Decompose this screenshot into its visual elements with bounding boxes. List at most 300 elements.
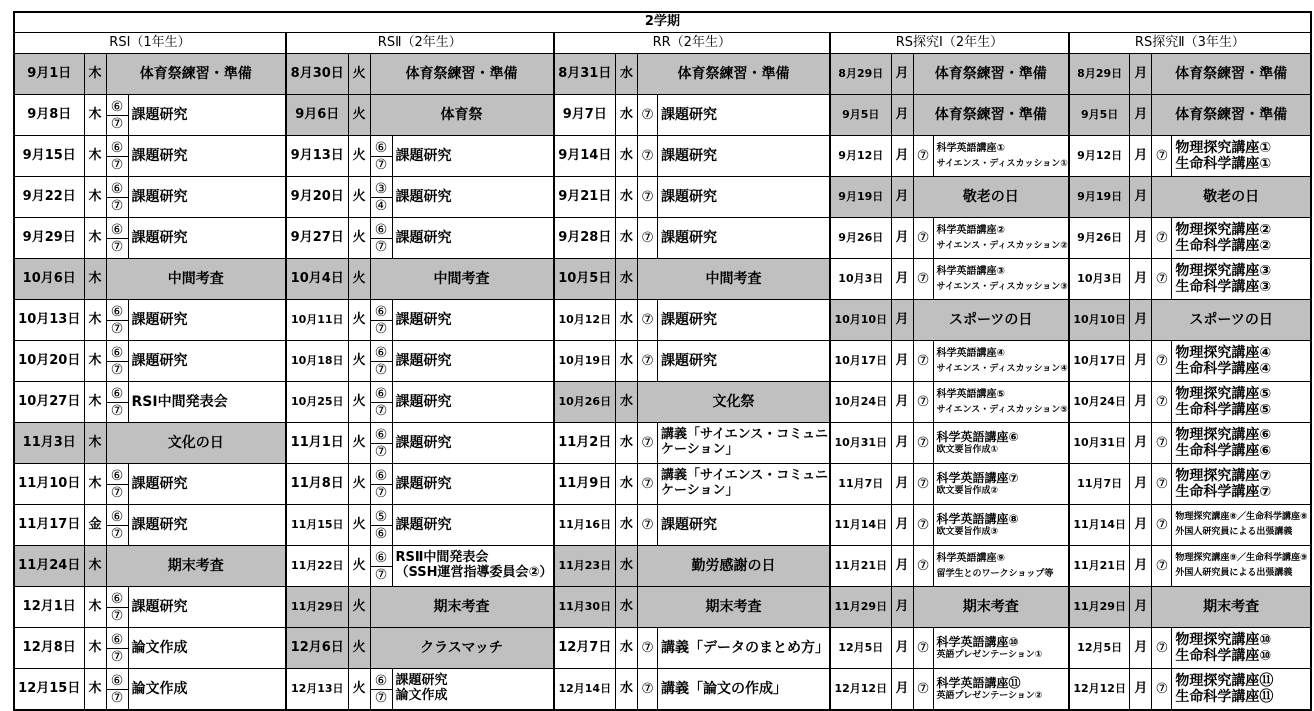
rs-tankyu2-period-cell [1152, 341, 1172, 382]
rs-tankyu2-period-cell [1152, 136, 1172, 177]
rs1-subject-cell: 課題研究 [128, 464, 286, 505]
rs2-weekday-cell: 火 [348, 54, 370, 95]
subject-line: ケーション」 [661, 442, 739, 457]
rs-tankyu1-date-cell: 10月3日 [830, 259, 891, 300]
subject-line: 科学英語講座⑪ [936, 675, 1021, 690]
subject-line: 科学英語講座④ [936, 347, 1005, 359]
rs-tankyu2-weekday-cell: 月 [1130, 300, 1152, 341]
rs-tankyu2-event-cell: 体育祭練習・準備 [1152, 95, 1311, 136]
rr-period-cell [638, 341, 658, 382]
rs-tankyu1-period-cell [913, 259, 933, 300]
rs1-weekday-cell: 木 [84, 423, 106, 464]
rs2-period-cell [370, 382, 392, 423]
period-number: ⑦ [110, 320, 124, 337]
rr-weekday-cell: 水 [616, 177, 638, 218]
schedule-row [14, 54, 1311, 95]
period-number: ⑥ [371, 674, 392, 690]
rs2-period-cell [370, 300, 392, 341]
rs2-weekday-cell: 火 [348, 505, 370, 546]
rs-tankyu2-period-cell [1152, 382, 1172, 423]
rs-tankyu2-weekday-cell: 月 [1130, 136, 1152, 177]
period-number: ⑥ [107, 633, 128, 649]
rs1-subject-cell: 課題研究 [128, 177, 286, 218]
period-number: ⑦ [641, 517, 654, 533]
rs2-event-cell: 体育祭練習・準備 [370, 54, 554, 95]
rs2-event-cell: 中間考査 [370, 259, 554, 300]
rs-tankyu2-date-cell: 10月17日 [1069, 341, 1130, 382]
rs-tankyu2-weekday-cell: 月 [1130, 218, 1152, 259]
period-number: ⑦ [641, 312, 654, 328]
rs-tankyu2-period-cell [1152, 259, 1172, 300]
rr-period-cell [638, 177, 658, 218]
subject-line: 物理探究講座⑤ [1175, 385, 1272, 402]
rs-tankyu2-subject-cell [1172, 464, 1311, 505]
rs-tankyu2-period-cell [1152, 546, 1172, 587]
rs2-date-cell: 10月25日 [286, 382, 348, 423]
period-number: ⑦ [916, 353, 930, 369]
rs-tankyu1-subject-cell [933, 505, 1069, 546]
period-number: ⑥ [107, 141, 128, 157]
schedule-row [14, 587, 1311, 628]
rs-tankyu2-event-cell: 期末考査 [1152, 587, 1311, 628]
subject-line: サイエンス・ディスカッション② [936, 240, 1068, 251]
rr-weekday-cell: 水 [616, 628, 638, 669]
rs1-event-cell: 中間考査 [106, 259, 286, 300]
period-number: ⑦ [916, 681, 930, 697]
rs-tankyu1-date-cell: 9月26日 [830, 218, 891, 259]
rs2-period-cell [370, 218, 392, 259]
rr-weekday-cell: 水 [616, 54, 638, 95]
rs-tankyu1-event-cell: 期末考査 [913, 587, 1069, 628]
subject-line: 科学英語講座⑤ [936, 388, 1005, 400]
subject-line: 物理探究講座② [1175, 221, 1272, 238]
rs-tankyu1-weekday-cell: 月 [891, 95, 913, 136]
schedule-row [14, 177, 1311, 218]
period-number: ⑦ [641, 148, 654, 164]
rr-weekday-cell: 水 [616, 218, 638, 259]
rs1-period-cell [106, 341, 128, 382]
rr-subject-cell [658, 464, 831, 505]
subject-line: 科学英語講座⑨ [936, 552, 1005, 564]
subject-line: 留学生とのワークショップ等 [936, 568, 1054, 579]
schedule-sheet [13, 11, 1312, 711]
rs-tankyu2-weekday-cell: 月 [1130, 587, 1152, 628]
subject-line: 物理探究講座① [1175, 139, 1272, 156]
rs-tankyu1-weekday-cell: 月 [891, 218, 913, 259]
period-number: ⑦ [374, 689, 388, 706]
period-number: ⑦ [916, 476, 930, 492]
rs-tankyu1-weekday-cell: 月 [891, 136, 913, 177]
rr-weekday-cell: 水 [616, 423, 638, 464]
subject-line: 科学英語講座② [936, 224, 1005, 236]
rs2-event-cell: 期末考査 [370, 587, 554, 628]
schedule-row [14, 628, 1311, 669]
period-number: ⑦ [374, 443, 388, 460]
rs1-date-cell: 10月6日 [14, 259, 84, 300]
rr-event-cell: 体育祭練習・準備 [638, 54, 831, 95]
subject-line: 物理探究講座⑪ [1175, 672, 1274, 689]
subject-line: 生命科学講座② [1175, 238, 1272, 254]
rr-subject-cell: 課題研究 [658, 95, 831, 136]
subject-line: 欧文要旨作成③ [936, 526, 999, 537]
period-number: ⑥ [107, 592, 128, 608]
rs1-date-cell: 11月24日 [14, 546, 84, 587]
rr-date-cell: 9月28日 [554, 218, 616, 259]
rs2-period-cell [370, 505, 392, 546]
rs-tankyu2-weekday-cell: 月 [1130, 95, 1152, 136]
rs-tankyu2-date-cell: 9月12日 [1069, 136, 1130, 177]
period-number: ⑦ [916, 435, 930, 451]
rs1-weekday-cell: 木 [84, 259, 106, 300]
period-number: ⑥ [107, 182, 128, 198]
rs1-period-cell [106, 628, 128, 669]
rs-tankyu1-period-cell [913, 628, 933, 669]
rs-tankyu2-date-cell: 9月5日 [1069, 95, 1130, 136]
rs-tankyu1-period-cell [913, 341, 933, 382]
rr-event-cell: 文化祭 [638, 382, 831, 423]
rs-tankyu2-date-cell: 11月7日 [1069, 464, 1130, 505]
subject-line: 英語プレゼンテーション① [936, 649, 1043, 660]
rs2-weekday-cell: 火 [348, 95, 370, 136]
rs-tankyu2-weekday-cell: 月 [1130, 464, 1152, 505]
schedule-row [14, 341, 1311, 382]
rs-tankyu1-date-cell: 11月29日 [830, 587, 891, 628]
rs1-subject-cell: 課題研究 [128, 505, 286, 546]
rs-tankyu2-weekday-cell: 月 [1130, 259, 1152, 300]
rs2-date-cell: 8月30日 [286, 54, 348, 95]
period-number: ⑥ [107, 469, 128, 485]
period-number: ⑦ [641, 107, 654, 123]
rs-tankyu2-weekday-cell: 月 [1130, 505, 1152, 546]
rs-tankyu2-event-cell: スポーツの日 [1152, 300, 1311, 341]
subject-line: （SSH運営指導委員会②） [395, 565, 553, 580]
rs-tankyu1-date-cell: 10月17日 [830, 341, 891, 382]
rr-date-cell: 11月2日 [554, 423, 616, 464]
period-number: ⑦ [110, 156, 124, 173]
rs1-subject-cell: 論文作成 [128, 669, 286, 711]
rs2-subject-cell [392, 546, 554, 587]
rs-tankyu2-weekday-cell: 月 [1130, 423, 1152, 464]
rs1-date-cell: 11月3日 [14, 423, 84, 464]
rs2-subject-cell: 課題研究 [392, 136, 554, 177]
rr-date-cell: 10月26日 [554, 382, 616, 423]
rs2-date-cell: 9月6日 [286, 95, 348, 136]
subject-line: 生命科学講座③ [1175, 279, 1272, 295]
subject-line: サイエンス・ディスカッション③ [936, 281, 1068, 292]
period-number: ⑥ [107, 305, 128, 321]
schedule-row [14, 382, 1311, 423]
period-number: ⑦ [916, 148, 930, 164]
rs-tankyu2-date-cell: 10月3日 [1069, 259, 1130, 300]
rr-weekday-cell: 水 [616, 300, 638, 341]
rs-tankyu2-weekday-cell: 月 [1130, 546, 1152, 587]
subject-line: 物理探究講座⑦ [1175, 467, 1272, 484]
rs-tankyu2-event-cell: 敬老の日 [1152, 177, 1311, 218]
subject-line: 科学英語講座③ [936, 265, 1005, 277]
rr-date-cell: 8月31日 [554, 54, 616, 95]
rs1-date-cell: 9月15日 [14, 136, 84, 177]
rs-tankyu1-event-cell: 体育祭練習・準備 [913, 54, 1069, 95]
rs1-weekday-cell: 木 [84, 546, 106, 587]
rr-date-cell: 9月14日 [554, 136, 616, 177]
rs-tankyu1-subject-cell [933, 423, 1069, 464]
period-number: ⑦ [374, 566, 388, 583]
period-number: ⑦ [916, 230, 930, 246]
rr-period-cell [638, 505, 658, 546]
rs1-subject-cell: 課題研究 [128, 136, 286, 177]
subject-line: 物理探究講座⑩ [1175, 631, 1272, 648]
period-number: ⑦ [916, 394, 930, 410]
rs1-date-cell: 12月1日 [14, 587, 84, 628]
rr-date-cell: 11月30日 [554, 587, 616, 628]
rr-subject-cell: 講義「論文の作成」 [658, 669, 831, 711]
rr-subject-cell: 課題研究 [658, 341, 831, 382]
subject-line: サイエンス・ディスカッション① [936, 158, 1068, 169]
section-header-rs2: RSⅡ（2年生） [286, 33, 554, 54]
period-number: ⑦ [374, 402, 388, 419]
rr-period-cell [638, 669, 658, 711]
rr-weekday-cell: 水 [616, 546, 638, 587]
rs-tankyu2-date-cell: 11月21日 [1069, 546, 1130, 587]
rs-tankyu1-date-cell: 9月19日 [830, 177, 891, 218]
rs-tankyu1-subject-cell [933, 546, 1069, 587]
rs1-period-cell [106, 218, 128, 259]
rs1-weekday-cell: 木 [84, 341, 106, 382]
period-number: ⑥ [371, 223, 392, 239]
rs1-weekday-cell: 木 [84, 628, 106, 669]
period-number: ⑦ [916, 271, 930, 287]
period-number: ⑦ [1155, 148, 1169, 164]
rs-tankyu1-event-cell: 敬老の日 [913, 177, 1069, 218]
rs2-date-cell: 10月11日 [286, 300, 348, 341]
rs1-date-cell: 9月1日 [14, 54, 84, 95]
period-number: ⑦ [916, 558, 930, 574]
rs-tankyu1-weekday-cell: 月 [891, 423, 913, 464]
subject-line: 課題研究 [395, 673, 448, 689]
rr-weekday-cell: 水 [616, 505, 638, 546]
subject-line: 物理探究講座⑨／生命科学講座⑨ [1175, 552, 1308, 563]
rs1-date-cell: 10月20日 [14, 341, 84, 382]
period-number: ⑥ [374, 525, 388, 542]
period-number: ⑥ [107, 223, 128, 239]
rs-tankyu1-date-cell: 11月21日 [830, 546, 891, 587]
rs-tankyu2-subject-cell [1172, 546, 1311, 587]
rs1-event-cell: 文化の日 [106, 423, 286, 464]
subject-line: 生命科学講座① [1175, 156, 1272, 172]
rs-tankyu2-subject-cell [1172, 382, 1311, 423]
rs-tankyu2-weekday-cell: 月 [1130, 54, 1152, 95]
rs-tankyu1-weekday-cell: 月 [891, 341, 913, 382]
period-number: ④ [374, 197, 388, 214]
period-number: ⑦ [374, 156, 388, 173]
rs2-event-cell: クラスマッチ [370, 628, 554, 669]
schedule-row [14, 300, 1311, 341]
rr-date-cell: 10月19日 [554, 341, 616, 382]
rs2-subject-cell: 課題研究 [392, 341, 554, 382]
section-header-rs-tankyu1: RS探究Ⅰ（2年生） [830, 33, 1069, 54]
rr-weekday-cell: 水 [616, 464, 638, 505]
rs2-period-cell [370, 546, 392, 587]
period-number: ⑤ [371, 510, 392, 526]
rs-tankyu1-subject-cell [933, 669, 1069, 711]
rs-tankyu1-period-cell [913, 464, 933, 505]
rs-tankyu2-date-cell: 12月12日 [1069, 669, 1130, 711]
rr-date-cell: 12月14日 [554, 669, 616, 711]
rs-tankyu2-subject-cell [1172, 218, 1311, 259]
rs1-weekday-cell: 木 [84, 382, 106, 423]
period-number: ⑦ [641, 476, 654, 492]
rs1-weekday-cell: 木 [84, 95, 106, 136]
rs-tankyu1-date-cell: 10月31日 [830, 423, 891, 464]
period-number: ⑦ [641, 681, 654, 697]
rs-tankyu1-weekday-cell: 月 [891, 669, 913, 711]
term-title: 2学期 [14, 12, 1311, 33]
subject-line: 科学英語講座① [936, 142, 1005, 154]
rs2-weekday-cell: 火 [348, 628, 370, 669]
period-number: ⑥ [371, 469, 392, 485]
rr-period-cell [638, 218, 658, 259]
subject-line: 生命科学講座⑪ [1175, 689, 1274, 705]
rs-tankyu1-weekday-cell: 月 [891, 382, 913, 423]
rs-tankyu2-subject-cell [1172, 628, 1311, 669]
rs2-weekday-cell: 火 [348, 218, 370, 259]
rs2-weekday-cell: 火 [348, 423, 370, 464]
rs-tankyu2-period-cell [1152, 464, 1172, 505]
rs-tankyu1-period-cell [913, 382, 933, 423]
rr-date-cell: 10月5日 [554, 259, 616, 300]
rr-subject-cell: 課題研究 [658, 300, 831, 341]
rs2-subject-cell: 課題研究 [392, 464, 554, 505]
rs2-period-cell [370, 669, 392, 711]
schedule-row [14, 218, 1311, 259]
subject-line: 外国人研究員による出張講義 [1175, 527, 1293, 537]
period-number: ⑦ [641, 189, 654, 205]
subject-line: 科学英語講座⑧ [936, 511, 1019, 526]
rs1-weekday-cell: 木 [84, 54, 106, 95]
rs-tankyu2-date-cell: 11月14日 [1069, 505, 1130, 546]
rr-period-cell [638, 95, 658, 136]
rs-tankyu2-weekday-cell: 月 [1130, 341, 1152, 382]
rs1-date-cell: 9月22日 [14, 177, 84, 218]
rs-tankyu2-date-cell: 10月10日 [1069, 300, 1130, 341]
rs1-weekday-cell: 金 [84, 505, 106, 546]
rs2-subject-cell: 課題研究 [392, 505, 554, 546]
rs-tankyu2-period-cell [1152, 505, 1172, 546]
subject-line: 英語プレゼンテーション② [936, 690, 1043, 701]
rs2-weekday-cell: 火 [348, 341, 370, 382]
rr-weekday-cell: 水 [616, 382, 638, 423]
rr-period-cell [638, 628, 658, 669]
rs-tankyu1-subject-cell [933, 628, 1069, 669]
rr-weekday-cell: 水 [616, 259, 638, 300]
rs1-period-cell [106, 505, 128, 546]
rr-date-cell: 11月9日 [554, 464, 616, 505]
period-number: ⑦ [110, 238, 124, 255]
rs1-period-cell [106, 669, 128, 711]
rs-tankyu2-period-cell [1152, 669, 1172, 711]
period-number: ③ [371, 182, 392, 198]
rs2-weekday-cell: 火 [348, 669, 370, 711]
rr-subject-cell: 講義「データのまとめ方」 [658, 628, 831, 669]
rs1-event-cell: 期末考査 [106, 546, 286, 587]
rs1-date-cell: 9月29日 [14, 218, 84, 259]
schedule-row [14, 546, 1311, 587]
section-header-rs-tankyu2: RS探究Ⅱ（3年生） [1069, 33, 1311, 54]
period-number: ⑦ [1155, 353, 1169, 369]
period-number: ⑥ [107, 346, 128, 362]
rs2-date-cell: 10月18日 [286, 341, 348, 382]
rr-subject-cell [658, 423, 831, 464]
rs2-date-cell: 11月29日 [286, 587, 348, 628]
rs-tankyu1-date-cell: 11月7日 [830, 464, 891, 505]
rs-tankyu1-subject-cell [933, 259, 1069, 300]
rs2-date-cell: 10月4日 [286, 259, 348, 300]
rs1-subject-cell: 課題研究 [128, 300, 286, 341]
subject-line: ケーション」 [661, 483, 739, 498]
rs-tankyu2-weekday-cell: 月 [1130, 382, 1152, 423]
rs-tankyu1-period-cell [913, 218, 933, 259]
period-number: ⑥ [371, 305, 392, 321]
rs2-date-cell: 9月20日 [286, 177, 348, 218]
rs1-subject-cell: RSⅠ中間発表会 [128, 382, 286, 423]
rs-tankyu1-weekday-cell: 月 [891, 587, 913, 628]
rs1-date-cell: 10月13日 [14, 300, 84, 341]
period-number: ⑥ [371, 346, 392, 362]
subject-line: サイエンス・ディスカッション⑤ [936, 404, 1068, 415]
rs2-period-cell [370, 423, 392, 464]
period-number: ⑥ [107, 510, 128, 526]
rs1-weekday-cell: 木 [84, 669, 106, 711]
rs2-weekday-cell: 火 [348, 136, 370, 177]
rr-date-cell: 11月23日 [554, 546, 616, 587]
rr-subject-cell: 課題研究 [658, 177, 831, 218]
rs1-date-cell: 11月17日 [14, 505, 84, 546]
rs1-weekday-cell: 木 [84, 177, 106, 218]
rs-tankyu2-date-cell: 12月5日 [1069, 628, 1130, 669]
rs1-date-cell: 10月27日 [14, 382, 84, 423]
rs1-period-cell [106, 177, 128, 218]
subject-line: 物理探究講座③ [1175, 262, 1272, 279]
period-number: ⑦ [110, 607, 124, 624]
schedule-row [14, 95, 1311, 136]
rs-tankyu2-event-cell: 体育祭練習・準備 [1152, 54, 1311, 95]
rs-tankyu1-date-cell: 9月5日 [830, 95, 891, 136]
subject-line: 生命科学講座⑩ [1175, 648, 1272, 664]
rs2-date-cell: 11月15日 [286, 505, 348, 546]
subject-line: 講義「サイエンス・コミュニ [661, 427, 828, 443]
rs2-date-cell: 9月13日 [286, 136, 348, 177]
rs-tankyu1-subject-cell [933, 464, 1069, 505]
rs-tankyu2-weekday-cell: 月 [1130, 669, 1152, 711]
period-number: ⑦ [374, 361, 388, 378]
rr-period-cell [638, 423, 658, 464]
rr-period-cell [638, 136, 658, 177]
period-number: ⑥ [107, 100, 128, 116]
rs-tankyu1-subject-cell [933, 382, 1069, 423]
rs-tankyu2-date-cell: 10月31日 [1069, 423, 1130, 464]
schedule-row [14, 136, 1311, 177]
period-number: ⑦ [110, 525, 124, 542]
period-number: ⑦ [916, 517, 930, 533]
period-number: ⑦ [1155, 435, 1169, 451]
rs1-weekday-cell: 木 [84, 587, 106, 628]
rs1-period-cell [106, 587, 128, 628]
rs1-event-cell: 体育祭練習・準備 [106, 54, 286, 95]
rs-tankyu1-weekday-cell: 月 [891, 300, 913, 341]
rs-tankyu1-weekday-cell: 月 [891, 464, 913, 505]
rr-event-cell: 勤労感謝の日 [638, 546, 831, 587]
rs-tankyu1-weekday-cell: 月 [891, 505, 913, 546]
